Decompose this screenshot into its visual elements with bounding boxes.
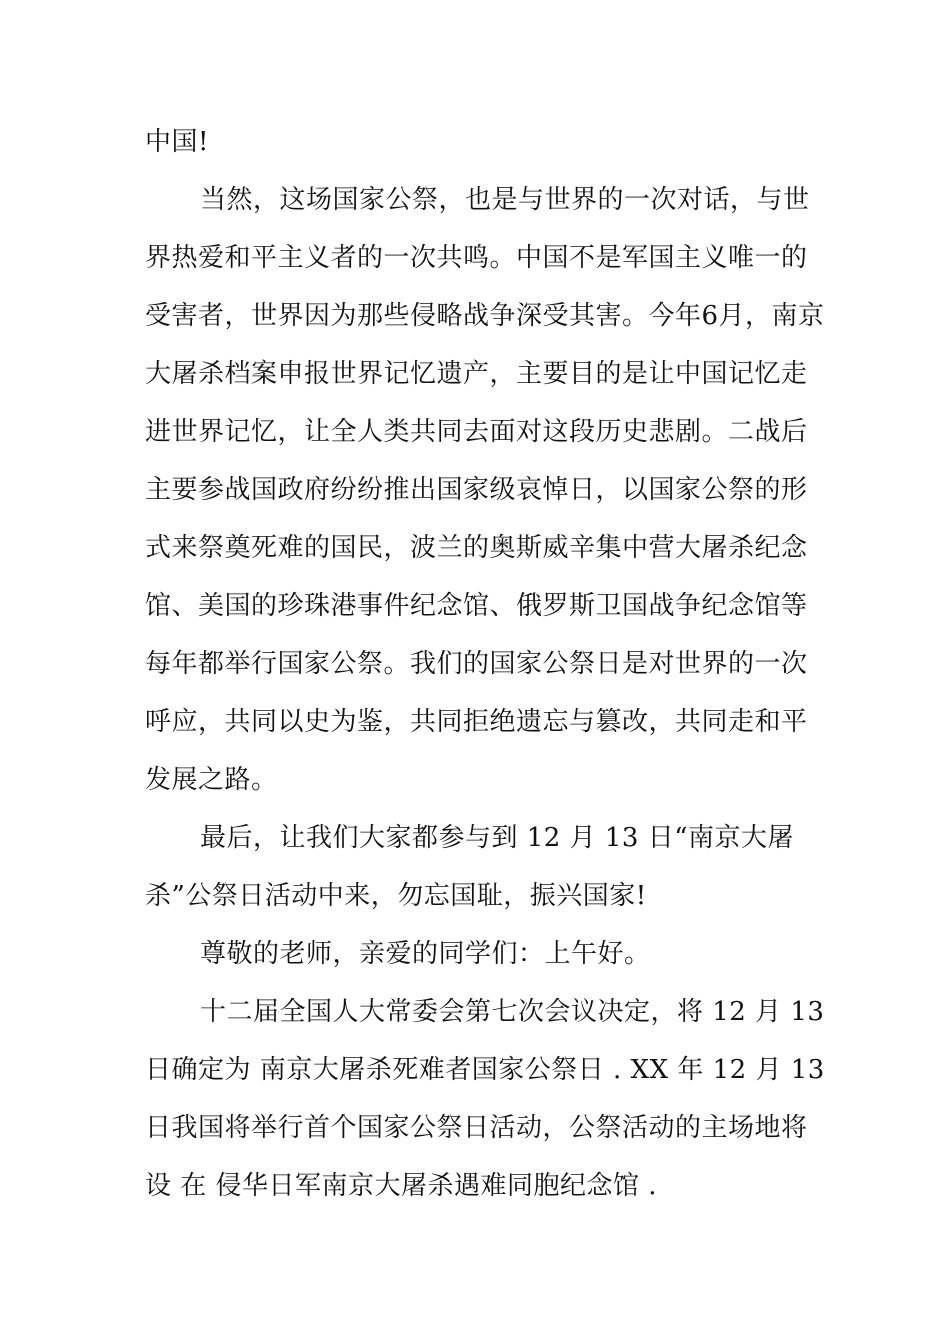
text-line: 呼应，共同以史为鉴，共同拒绝遗忘与篡改，共同走和平 — [145, 707, 808, 737]
text-line: 大屠杀档案申报世界记忆遗产，主要目的是让中国记忆走 — [145, 359, 808, 389]
text-line: 每年都举行国家公祭。我们的国家公祭日是对世界的一次 — [145, 649, 808, 679]
text-line: 进世界记忆，让全人类共同去面对这段历史悲剧。二战后 — [145, 417, 808, 447]
text-line: 中国! — [145, 127, 209, 157]
text-line: 馆、美国的珍珠港事件纪念馆、俄罗斯卫国战争纪念馆等 — [145, 591, 808, 621]
text-line: 界热爱和平主义者的一次共鸣。中国不是军国主义唯一的 — [145, 243, 808, 273]
text-line: 设 在 侵华日军南京大屠杀遇难同胞纪念馆 . — [145, 1171, 658, 1201]
paragraph-start-line: 十二届全国人大常委会第七次会议决定，将 12 月 13 — [200, 997, 825, 1027]
paragraph-start-line: 当然，这场国家公祭，也是与世界的一次对话，与世 — [200, 185, 810, 215]
text-line: 受害者，世界因为那些侵略战争深受其害。今年6月，南京 — [145, 301, 825, 331]
paragraph-start-line: 最后，让我们大家都参与到 12 月 13 日“南京大屠 — [200, 823, 795, 853]
text-line: 日我国将举行首个国家公祭日活动，公祭活动的主场地将 — [145, 1113, 808, 1143]
text-line: 式来祭奠死难的国民，波兰的奥斯威辛集中营大屠杀纪念 — [145, 533, 808, 563]
text-line: 主要参战国政府纷纷推出国家级哀悼日，以国家公祭的形 — [145, 475, 808, 505]
greeting-line: 尊敬的老师，亲爱的同学们：上午好。 — [200, 939, 651, 969]
text-line: 日确定为 南京大屠杀死难者国家公祭日 . XX 年 12 月 13 — [145, 1055, 825, 1085]
text-line: 杀”公祭日活动中来，勿忘国耻，振兴国家! — [145, 881, 647, 911]
text-line: 发展之路。 — [145, 765, 278, 795]
